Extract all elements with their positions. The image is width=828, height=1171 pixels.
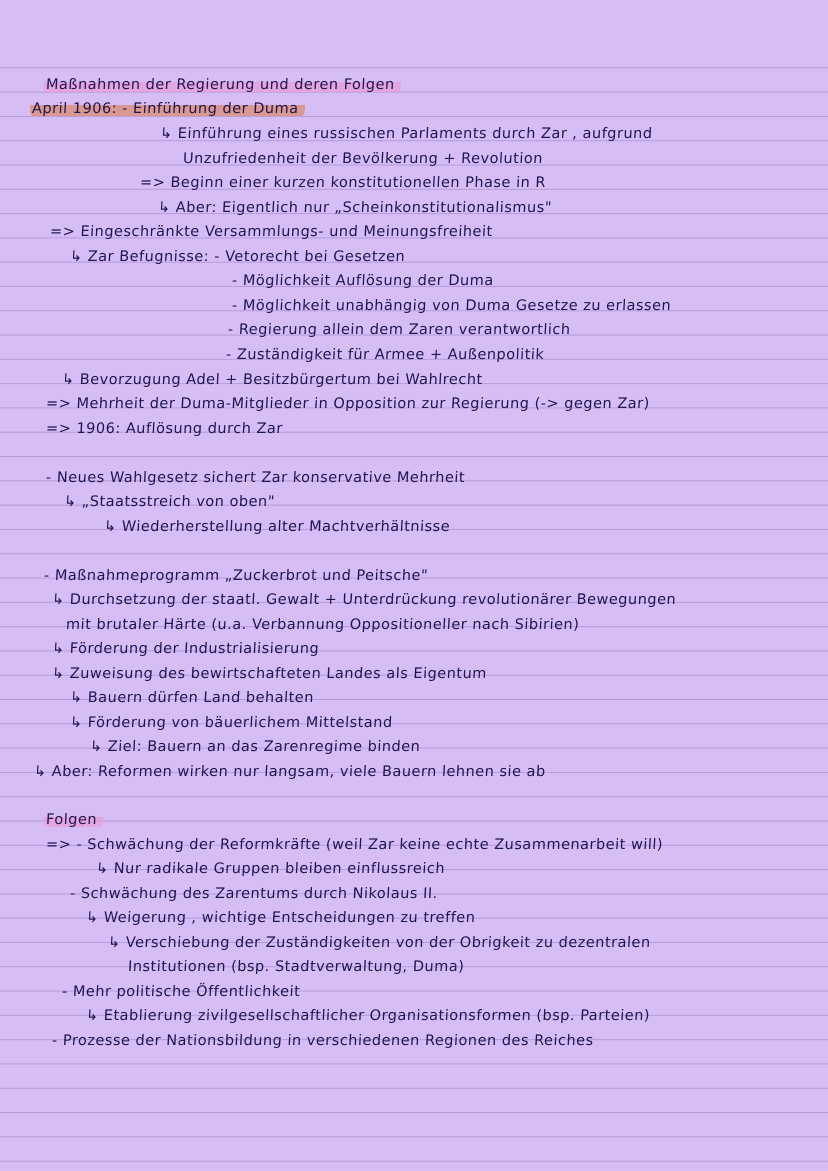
page-title <box>44 76 402 94</box>
folgen-heading <box>44 811 104 829</box>
note-line: ↳ Aber: Eigentlich nur „Scheinkonstitutionalismus" <box>157 200 553 216</box>
note-line: ↳ Wiederherstellung alter Machtverhältnisse <box>103 519 451 535</box>
note-line: => 1906: Auflösung durch Zar <box>45 421 284 437</box>
note-line: ↳ Durchsetzung der staatl. Gewalt + Unterdrückung revolutionärer Bewegungen <box>51 592 677 608</box>
note-line: mit brutaler Härte (u.a. Verbannung Oppositioneller nach Sibirien) <box>65 617 580 633</box>
note-line: - Möglichkeit Auflösung der Duma <box>231 273 495 289</box>
note-line: => Beginn einer kurzen konstitutionellen Phase in R <box>139 175 547 191</box>
title-highlight: Maßnahmen der Regierung und deren Folgen <box>44 77 402 93</box>
note-line: => Eingeschränkte Versammlungs- und Meinungsfreiheit <box>49 224 494 240</box>
note-line: ↳ Förderung von bäuerlichem Mittelstand <box>69 715 394 731</box>
note-line: - Zuständigkeit für Armee + Außenpolitik <box>225 347 545 363</box>
note-line: Unzufriedenheit der Bevölkerung + Revolution <box>182 151 544 167</box>
note-line: - Prozesse der Nationsbildung in verschiedenen Regionen des Reiches <box>51 1033 595 1049</box>
note-line: - Mehr politische Öffentlichkeit <box>61 984 301 1000</box>
note-line: ↳ Etablierung zivilgesellschaftlicher Organisationsformen (bsp. Parteien) <box>85 1008 651 1024</box>
section1-date <box>30 100 306 118</box>
note-line: => Mehrheit der Duma-Mitglieder in Opposition zur Regierung (-> gegen Zar) <box>45 396 651 412</box>
date-highlight: April 1906: - Einführung der Duma <box>30 101 305 117</box>
note-line: ↳ Verschiebung der Zuständigkeiten von der Obrigkeit zu dezentralen <box>107 935 652 951</box>
note-line: ↳ Einführung eines russischen Parlaments durch Zar , aufgrund <box>159 126 653 142</box>
note-line: ↳ Bauern dürfen Land behalten <box>69 690 315 706</box>
note-line: - Neues Wahlgesetz sichert Zar konservative Mehrheit <box>45 470 466 486</box>
note-line: ↳ Ziel: Bauern an das Zarenregime binden <box>89 739 421 755</box>
note-line: ↳ „Staatsstreich von oben" <box>63 494 276 510</box>
note-line: ↳ Aber: Reformen wirken nur langsam, viele Bauern lehnen sie ab <box>33 764 547 780</box>
note-line: ↳ Zuweisung des bewirtschafteten Landes als Eigentum <box>51 666 488 682</box>
note-line: ↳ Zar Befugnisse: - Vetorecht bei Gesetzen <box>69 249 406 265</box>
note-line: Institutionen (bsp. Stadtverwaltung, Duma) <box>127 959 465 975</box>
note-line: ↳ Förderung der Industrialisierung <box>51 641 320 657</box>
note-line: ↳ Weigerung , wichtige Entscheidungen zu treffen <box>85 910 476 926</box>
note-line: - Regierung allein dem Zaren verantwortlich <box>227 322 571 338</box>
note-line: ↳ Bevorzugung Adel + Besitzbürgertum bei Wahlrecht <box>61 372 484 388</box>
heading-highlight: Folgen <box>44 812 104 828</box>
note-line: - Möglichkeit unabhängig von Duma Gesetze zu erlassen <box>231 298 672 314</box>
note-line: - Maßnahmeprogramm „Zuckerbrot und Peitsche" <box>43 568 429 584</box>
note-line: => - Schwächung der Reformkräfte (weil Zar keine echte Zusammenarbeit will) <box>45 837 664 853</box>
note-line: ↳ Nur radikale Gruppen bleiben einflussreich <box>95 861 446 877</box>
note-line: - Schwächung des Zarentums durch Nikolaus II. <box>69 886 439 902</box>
